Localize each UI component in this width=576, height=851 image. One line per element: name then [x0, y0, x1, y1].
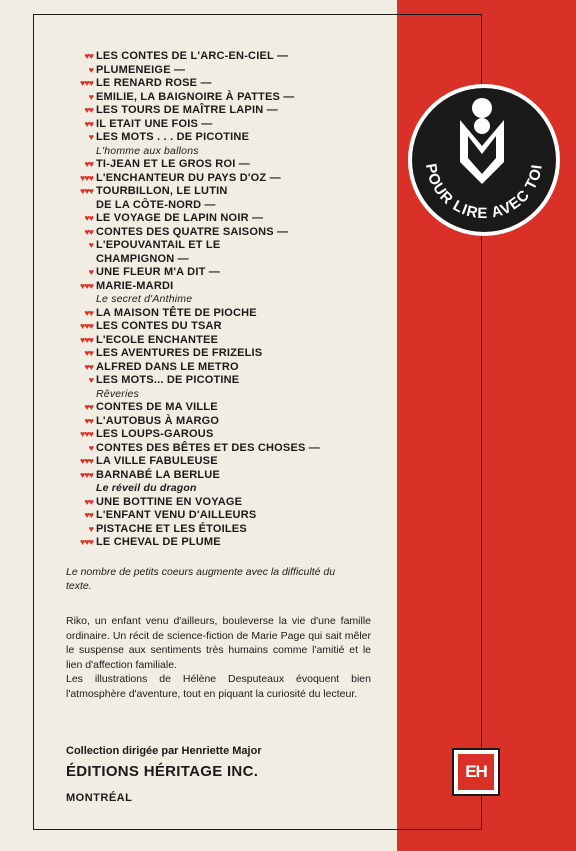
- difficulty-hearts-icon: ♥♥: [84, 496, 93, 507]
- title-text: LE RENARD ROSE —: [96, 77, 212, 89]
- title-item: [60, 469, 400, 483]
- title-item: [60, 131, 400, 145]
- difficulty-hearts-icon: ♥♥: [84, 159, 93, 169]
- difficulty-hearts-icon: ♥: [88, 267, 93, 277]
- title-text: L'EPOUVANTAIL ET LE CHAMPIGNON —: [96, 239, 221, 265]
- title-item: [60, 172, 400, 186]
- title-text: LA MAISON TÊTE DE PIOCHE: [96, 306, 257, 319]
- title-text: LES MOTS . . . DE PICOTINE: [96, 131, 250, 143]
- title-item: [60, 77, 400, 91]
- title-subtitle: [60, 482, 400, 496]
- title-text: MARIE-MARDI: [96, 279, 174, 292]
- title-list: [60, 50, 400, 550]
- publisher-name: ÉDITIONS HÉRITAGE INC.: [66, 763, 259, 780]
- title-text: ALFRED DANS LE METRO: [96, 360, 239, 373]
- difficulty-hearts-icon: ♥♥: [84, 361, 93, 372]
- title-item: [60, 185, 400, 212]
- title-text: L'homme aux ballons: [96, 144, 199, 157]
- title-item: [60, 361, 400, 375]
- difficulty-note: Le nombre de petits coeurs augmente avec la difficulté du texte.: [66, 566, 336, 592]
- title-text: L'ECOLE ENCHANTEE: [96, 333, 219, 346]
- title-text: L'ENFANT VENU D'AILLEURS: [96, 509, 257, 521]
- title-text: TOURBILLON, LE LUTIN DE LA CÔTE-NORD —: [96, 185, 228, 211]
- difficulty-hearts-icon: ♥♥♥: [79, 456, 93, 466]
- difficulty-hearts-icon: ♥♥♥: [79, 537, 93, 547]
- collection-director: Collection dirigée par Henriette Major: [66, 745, 262, 757]
- title-subtitle: [60, 145, 400, 159]
- difficulty-hearts-icon: ♥♥♥: [79, 186, 93, 196]
- title-item: [60, 307, 400, 321]
- reader-logo-icon: [404, 80, 564, 240]
- title-text: LES AVENTURES DE FRIZELIS: [96, 347, 263, 359]
- title-item: [60, 64, 400, 78]
- title-text: Le réveil du dragon: [96, 482, 197, 494]
- title-text: L'ENCHANTEUR DU PAYS D'OZ —: [96, 171, 281, 184]
- title-item: [60, 496, 400, 510]
- title-text: LES TOURS DE MAÎTRE LAPIN —: [96, 104, 278, 116]
- title-item: [60, 347, 400, 361]
- title-text: PISTACHE ET LES ÉTOILES: [96, 522, 247, 535]
- difficulty-hearts-icon: ♥♥♥: [79, 172, 93, 183]
- title-item: [60, 536, 400, 550]
- title-text: UNE FLEUR M'A DIT —: [96, 266, 220, 278]
- title-item: [60, 118, 400, 132]
- difficulty-hearts-icon: ♥: [88, 132, 93, 142]
- title-item: [60, 50, 400, 64]
- difficulty-hearts-icon: ♥: [88, 240, 93, 250]
- difficulty-hearts-icon: ♥: [88, 523, 93, 534]
- title-item: [60, 401, 400, 415]
- title-item: [60, 455, 400, 469]
- title-text: IL ETAIT UNE FOIS —: [96, 117, 213, 130]
- title-text: TI-JEAN ET LE GROS ROI —: [96, 158, 250, 170]
- eh-logo-icon: [452, 748, 500, 796]
- publisher-city: MONTRÉAL: [66, 792, 133, 804]
- difficulty-hearts-icon: ♥: [88, 91, 93, 102]
- title-item: [60, 239, 400, 266]
- title-item: [60, 334, 400, 348]
- title-item: [60, 523, 400, 537]
- title-subtitle: [60, 388, 400, 402]
- title-text: LES LOUPS-GAROUS: [96, 428, 214, 440]
- difficulty-hearts-icon: ♥♥♥: [79, 469, 93, 480]
- title-item: [60, 509, 400, 523]
- title-text: LES CONTES DU TSAR: [96, 320, 222, 332]
- title-item: [60, 226, 400, 240]
- difficulty-hearts-icon: ♥♥: [84, 226, 93, 237]
- difficulty-hearts-icon: ♥♥: [84, 105, 93, 115]
- title-item: [60, 280, 400, 294]
- difficulty-hearts-icon: ♥♥: [84, 415, 93, 426]
- title-text: Rêveries: [96, 387, 140, 400]
- difficulty-hearts-icon: ♥♥: [84, 348, 93, 358]
- title-item: [60, 415, 400, 429]
- difficulty-hearts-icon: ♥♥♥: [79, 78, 93, 88]
- title-text: BARNABÉ LA BERLUE: [96, 468, 220, 481]
- difficulty-hearts-icon: ♥: [88, 64, 93, 75]
- title-text: CONTES DES BÊTES ET DES CHOSES —: [96, 441, 320, 454]
- title-text: LA VILLE FABULEUSE: [96, 455, 218, 467]
- difficulty-hearts-icon: ♥♥: [84, 307, 93, 318]
- difficulty-hearts-icon: ♥: [88, 375, 93, 385]
- title-text: EMILIE, LA BAIGNOIRE À PATTES —: [96, 90, 295, 103]
- title-item: [60, 104, 400, 118]
- difficulty-hearts-icon: ♥♥: [84, 118, 93, 129]
- title-text: CONTES DE MA VILLE: [96, 401, 218, 413]
- difficulty-hearts-icon: ♥♥: [84, 51, 93, 61]
- title-item: [60, 158, 400, 172]
- title-text: UNE BOTTINE EN VOYAGE: [96, 495, 243, 508]
- title-item: [60, 374, 400, 388]
- title-item: [60, 442, 400, 456]
- difficulty-hearts-icon: ♥♥: [84, 510, 93, 520]
- title-item: [60, 212, 400, 226]
- title-text: LE CHEVAL DE PLUME: [96, 536, 221, 548]
- description-paragraph: Les illustrations de Hélène Desputeaux évoquent bien l'atmosphère d'aventure, tout en piquant la curiosité du lecteur.: [66, 673, 371, 700]
- eh-logo-text: EH: [458, 754, 494, 790]
- difficulty-hearts-icon: ♥: [88, 442, 93, 453]
- title-item: [60, 266, 400, 280]
- difficulty-hearts-icon: ♥♥♥: [79, 280, 93, 291]
- title-text: L'AUTOBUS À MARGO: [96, 414, 220, 427]
- title-text: PLUMENEIGE —: [96, 63, 186, 76]
- difficulty-hearts-icon: ♥♥♥: [79, 429, 93, 439]
- title-text: LES CONTES DE L'ARC-EN-CIEL —: [96, 50, 289, 62]
- title-item: [60, 428, 400, 442]
- description-paragraph: Riko, un enfant venu d'ailleurs, bouleverse la vie d'une famille ordinaire. Un récit de science-fiction de Marie Page qui sait mêler le suspense aux sentiments très humains comme l'amitié et le lien d'affection familiale.: [66, 615, 371, 671]
- title-text: LE VOYAGE DE LAPIN NOIR —: [96, 212, 264, 224]
- difficulty-hearts-icon: ♥♥♥: [79, 321, 93, 331]
- title-text: Le secret d'Anthime: [96, 293, 193, 305]
- title-text: CONTES DES QUATRE SAISONS —: [96, 225, 289, 238]
- title-text: LES MOTS... DE PICOTINE: [96, 374, 240, 386]
- title-item: [60, 91, 400, 105]
- difficulty-hearts-icon: ♥♥: [84, 213, 93, 223]
- difficulty-hearts-icon: ♥♥: [84, 402, 93, 412]
- title-item: [60, 320, 400, 334]
- difficulty-hearts-icon: ♥♥♥: [79, 334, 93, 345]
- book-description: [66, 614, 371, 701]
- title-subtitle: [60, 293, 400, 307]
- logo-ring-text: POUR LIRE AVEC TOI: [421, 162, 546, 223]
